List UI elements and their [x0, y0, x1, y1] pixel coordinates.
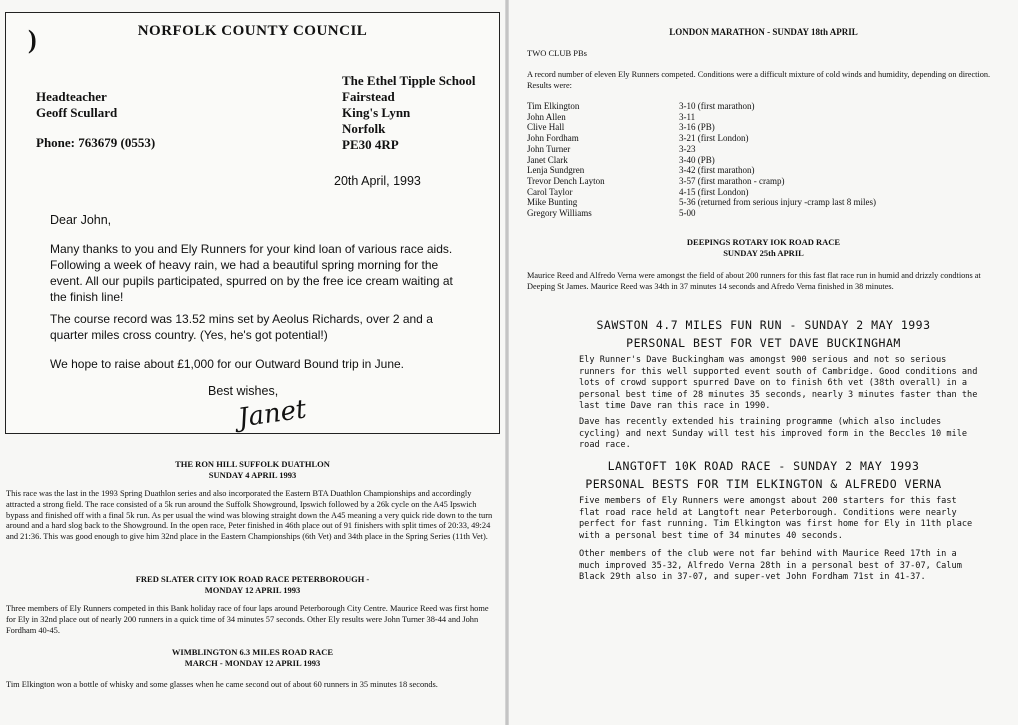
runner-name: Mike Bunting [527, 197, 578, 208]
result-row [527, 176, 876, 187]
article-body: Tim Elkington won a bottle of whisky and some glasses when he came second out of about 60 runners in 35 minutes 18 seconds. [6, 680, 438, 689]
runner-time: 3-57 (first marathon - cramp) [679, 175, 785, 186]
runner-name: Lenja Sundgren [527, 165, 585, 176]
council-heading: NORFOLK COUNTY COUNCIL [137, 23, 368, 39]
runner-time: 3-42 (first marathon) [679, 165, 755, 176]
runner-name: John Turner [527, 143, 571, 154]
article-title-line: MONDAY 12 APRIL 1993 [204, 585, 301, 595]
address-line: King's Lynn [342, 105, 411, 120]
sawston-title-line: PERSONAL BEST FOR VET DAVE BUCKINGHAM [626, 336, 901, 350]
article-body: This race was the last in the 1993 Spring Duathlon series and also incorporated the Eastern BTA Duathlon Championships and accordingly attracted a strong field. The race consisted of a 5k run around the Suffolk Showground, Ipswich followed by a 26k cycle on the A45 Ipswich bypass and finished off with a final 5k run. As per usual the wind was blowing straight down the A45 meaning a very quick ride down to the turn around and a hard slog back to the Showground. In the open race, Peter finished in 46th place out of 91 finishers with split times of 20:33, 49:24 and 21:36. This was good enough to give him 32nd place in the Eastern Championships (6th Vet) and 34th place in the Spring Series (11th Vet). [6, 489, 493, 542]
runner-time: 5-36 (returned from serious injury -cramp last 8 miles) [679, 197, 876, 208]
article-title-line: SUNDAY 4 APRIL 1993 [208, 470, 297, 480]
article-body: Three members of Ely Runners competed in this Bank holiday race of four laps around Peterborough City Centre. Maurice Reed was first home for Ely in 32nd place out of nearly 200 runners in a quick time of 34 minutes 57 seconds. Other Ely results were John Turner 38-44 and John Fordham 40-45. [6, 604, 489, 635]
marathon-results [527, 101, 876, 219]
left-page [0, 0, 505, 725]
sawston-paragraph: Dave has recently extended his training programme (which also includes cycling) and next Sunday will test his improved form in the Beccles 10 mile road race. [579, 417, 968, 450]
langtoft-title [509, 457, 1018, 493]
address-line: Norfolk [342, 121, 386, 136]
address-line: PE30 4RP [342, 137, 399, 152]
school-address [342, 73, 476, 153]
letter-paragraph: The course record was 13.52 mins set by Aeolus Richards, over 2 and a quarter miles cross country. (Yes, he's got potential!) [50, 312, 433, 342]
runner-name: Gregory Williams [527, 208, 592, 219]
article-title-line: THE RON HILL SUFFOLK DUATHLON [175, 459, 330, 469]
article-title [0, 574, 505, 596]
address-line: Fairstead [342, 89, 395, 104]
salutation: Dear John, [50, 213, 112, 227]
signature: Janet [236, 394, 309, 434]
address-line: The Ethel Tipple School [342, 73, 476, 88]
letter [5, 12, 500, 434]
right-page [509, 0, 1018, 725]
article-title [0, 647, 505, 669]
runner-time: 3-16 (PB) [679, 122, 715, 133]
result-row [527, 101, 876, 112]
article-wimblington [0, 647, 505, 691]
sawston-title [509, 316, 1018, 352]
result-row [527, 165, 876, 176]
runner-name: Trevor Dench Layton [527, 175, 605, 186]
headteacher-label: Headteacher [36, 89, 107, 104]
runner-name: Clive Hall [527, 122, 565, 133]
langtoft-title-line: LANGTOFT 10K ROAD RACE - SUNDAY 2 MAY 1993 [607, 459, 920, 473]
result-row [527, 112, 876, 123]
runner-name: Tim Elkington [527, 101, 580, 111]
marathon-title: LONDON MARATHON - SUNDAY 18th APRIL [669, 27, 858, 37]
article-duathlon [0, 459, 505, 543]
marathon-subtitle: TWO CLUB PBs [527, 48, 587, 58]
runner-time: 3-40 (PB) [679, 154, 715, 165]
langtoft-paragraph: Five members of Ely Runners were amongst about 200 starters for this fast flat road race held at Langtoft near Peterborough. Conditions were nearly perfect for fast running. Tim Elkington was first home for Ely in 11th place with a personal best time of 34 minutes 40 seconds. [579, 496, 973, 541]
langtoft-paragraph: Other members of the club were not far behind with Maurice Reed 17th in a much improved 35-32, Alfredo Verna 28th in a personal best of 37-07, Calum Black 29th also in 37-07, and super-vet John Fordham 71st in 41-37. [579, 549, 962, 582]
runner-time: 4-15 (first London) [679, 186, 749, 197]
article-title-line: FRED SLATER CITY IOK ROAD RACE PETERBOROUGH - [135, 574, 370, 584]
headteacher-name: Geoff Scullard [36, 105, 118, 120]
letter-date: 20th April, 1993 [334, 174, 421, 188]
deepings-title-line: DEEPINGS ROTARY IOK ROAD RACE [686, 237, 841, 247]
deepings-title-line: SUNDAY 25th APRIL [723, 248, 804, 258]
result-row [527, 197, 876, 208]
result-row [527, 122, 876, 133]
runner-time: 3-10 (first marathon) [679, 101, 755, 111]
result-row [527, 133, 876, 144]
article-title [0, 459, 505, 481]
result-row [527, 155, 876, 166]
article-title-line: MARCH - MONDAY 12 APRIL 1993 [184, 658, 321, 668]
result-row [527, 187, 876, 198]
runner-time: 5-00 [679, 208, 696, 219]
letter-paragraph: We hope to raise about £1,000 for our Outward Bound trip in June. [50, 357, 404, 371]
runner-time: 3-23 [679, 143, 696, 154]
runner-name: Carol Taylor [527, 186, 573, 197]
result-row [527, 208, 876, 219]
runner-name: Janet Clark [527, 154, 568, 165]
article-fred-slater [0, 574, 505, 636]
runner-time: 3-21 (first London) [679, 133, 749, 144]
deepings-title [509, 237, 1018, 259]
runner-name: John Fordham [527, 133, 579, 144]
results-table [527, 101, 876, 219]
marathon-intro: A record number of eleven Ely Runners competed. Conditions were a difficult mixture of cold winds and humidity, depending on direction. Results were: [527, 70, 991, 90]
sawston-paragraph: Ely Runner's Dave Buckingham was amongst 900 serious and not so serious runners for this well supported event south of Cambridge. Good conditions and lots of crowd support spurred Dave on to finish 6th vet (38th overall) in a personal best time of 28 minutes 35 seconds, nearly 3 minutes faster than the last time Dave ran this race in 1990. [579, 355, 978, 411]
sawston-title-line: SAWSTON 4.7 MILES FUN RUN - SUNDAY 2 MAY 1993 [596, 318, 931, 332]
deepings-body: Maurice Reed and Alfredo Verna were amongst the field of about 200 runners for this fast flat race run in humid and drizzly condtions at Deeping St James. Maurice Reed was 34th in 37 minutes 14 seconds and Afredo Verna finished in 38 minutes. [527, 271, 981, 291]
closing: Best wishes, [208, 384, 279, 398]
page-mark: ) [28, 25, 37, 54]
result-row [527, 144, 876, 155]
langtoft-title-line: PERSONAL BESTS FOR TIM ELKINGTON & ALFREDO VERNA [585, 477, 942, 491]
article-title-line: WIMBLINGTON 6.3 MILES ROAD RACE [171, 647, 334, 657]
runner-name: John Allen [527, 111, 566, 122]
letter-paragraph: Many thanks to you and Ely Runners for your kind loan of various race aids. Following a week of heavy rain, we had a beautiful spring morning for the event. All our pupils participated, spurred on by the free ice cream waiting at the finish line! [50, 242, 453, 304]
phone: Phone: 763679 (0553) [36, 135, 156, 150]
headteacher-block [36, 89, 117, 121]
runner-time: 3-11 [679, 111, 696, 122]
